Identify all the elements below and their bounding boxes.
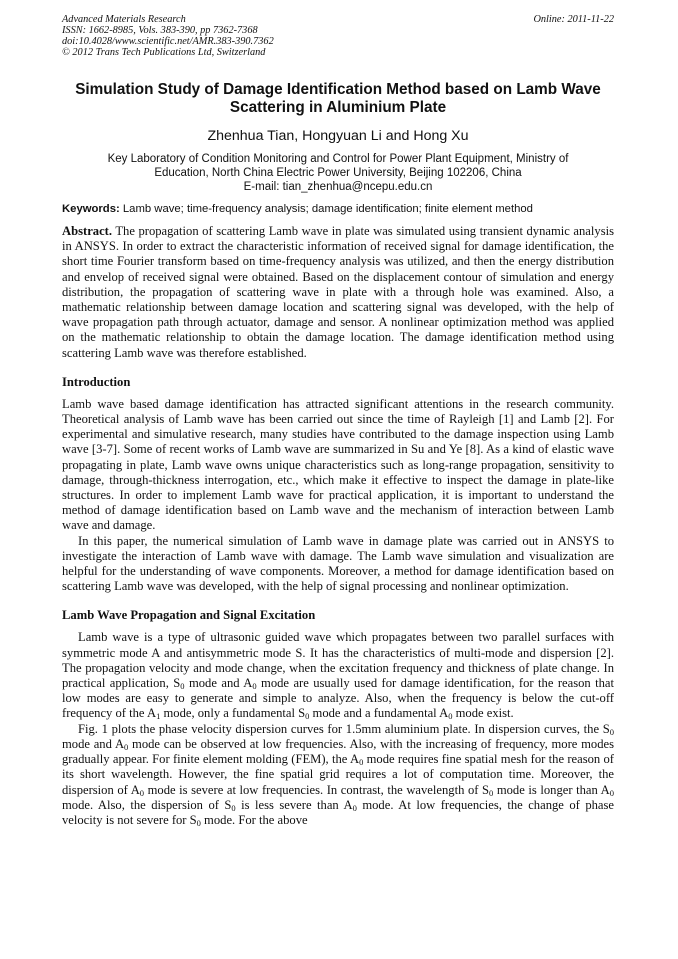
copyright-line: © 2012 Trans Tech Publications Ltd, Switzerland [62, 47, 266, 58]
lamb-paragraph-1 [62, 630, 614, 721]
authors: Zhenhua Tian, Hongyuan Li and Hong Xu [207, 128, 469, 144]
subscript: 0 [609, 787, 614, 798]
title-line-1: Simulation Study of Damage Identification Method based on Lamb Wave [75, 81, 601, 98]
subscript: 0 [305, 711, 310, 722]
text-run: mode exist. [452, 706, 514, 721]
abstract-text: The propagation of scattering Lamb wave in plate was simulated using transient dynamic analysis in ANSYS. In order to extract the characteristic information of received signal for damage identification, the short time Fourier transform based on time-frequency analysis was utilized, and then the energy distribution and envelop of received signal were obtained. Based on the displacement contour of simulation and energy distribution, the propagation of scattering wave in plate with a through hole was examined. Also, a mathematic relationship between damage location and scattering signal was developed, with the help of wave propagation path through actuator, damage and sensor. A nonlinear optimization method was applied on the mathematic relationship to obtain the damage location. The damage identification method using scattering Lamb wave was therefore established. [62, 224, 614, 360]
subscript: 0 [489, 787, 494, 798]
lamb-paragraph-2 [62, 722, 614, 828]
text-run: mode requires fine spatial mesh for the reason of its short wavelength. However, the fine spatial grid requires a lot of computation time. Moreover, the dispersion of A [62, 752, 615, 797]
keywords-label: Keywords: [62, 203, 120, 215]
subscript: 0 [124, 741, 129, 752]
text-run: mode and a fundamental A [309, 706, 449, 721]
online-date: Online: 2011-11-22 [533, 14, 614, 25]
text-run: is less severe than A [235, 797, 353, 812]
subscript: 0 [359, 757, 364, 768]
subscript: 0 [448, 711, 453, 722]
affiliation [62, 152, 614, 194]
subscript: 0 [609, 726, 614, 737]
affiliation-line-1: Key Laboratory of Condition Monitoring and Control for Power Plant Equipment, Ministry of [107, 153, 569, 165]
introduction-heading: Introduction [62, 374, 131, 389]
subscript: 1 [156, 711, 161, 722]
text-run: mode and A [62, 736, 125, 751]
abstract-label: Abstract. [62, 224, 113, 238]
lamb-wave-heading: Lamb Wave Propagation and Signal Excitation [62, 608, 316, 623]
affiliation-line-2: Education, North China Electric Power University, Beijing 102206, China [154, 167, 522, 179]
text-run: mode, only a fundamental S [160, 706, 306, 721]
text-run: mode are usually used for damage identification, for the reason that low modes are easy to generate and simple to analyze. Also, when the frequency is below the cut-off frequency of the A [62, 676, 614, 721]
keywords [62, 202, 614, 216]
keywords-text: Lamb wave; time-frequency analysis; damage identification; finite element method [119, 203, 533, 215]
text-run: Lamb wave is a type of ultrasonic guided wave which propagates between two parallel surfaces with symmetric mode A and antisymmetric mode S. It has the characteristics of multi-mode and dispersion [2]. The propagation velocity and mode change, when the excitation frequency and thickness of plate change. In practical application, S [62, 630, 614, 691]
subscript: 0 [252, 681, 257, 692]
abstract [62, 224, 614, 361]
journal-header [62, 14, 614, 60]
doi-line: doi:10.4028/www.scientific.net/AMR.383-390.7362 [62, 36, 274, 47]
paper-title [62, 81, 614, 117]
subscript: 0 [139, 787, 145, 798]
paper-page [62, 14, 614, 828]
email: E-mail: tian_zhenhua@ncepu.edu.cn [243, 181, 433, 193]
text-run: mode is longer than A [493, 782, 610, 797]
subscript: 0 [352, 802, 357, 813]
issn-line: ISSN: 1662-8985, Vols. 383-390, pp 7362-7368 [62, 25, 258, 36]
journal-name: Advanced Materials Research [62, 14, 186, 25]
text-run: mode. Also, the dispersion of S [62, 797, 232, 812]
subscript: 0 [180, 681, 185, 692]
subscript: 0 [196, 817, 201, 828]
subscript: 0 [231, 802, 236, 813]
text-run: mode is severe at low frequencies. In contrast, the wavelength of S [144, 782, 490, 797]
text-run: Fig. 1 plots the phase velocity dispersion curves for 1.5mm aluminium plate. In dispersion curves, the S [78, 721, 610, 736]
text-run: mode and A [184, 676, 253, 691]
text-run: mode. For the above [200, 812, 308, 827]
text-run: mode can be observed at low frequencies. Also, with the increasing of frequency, more modes gradually appear. For finite element molding (FEM), the A [62, 736, 615, 767]
intro-paragraph-1: Lamb wave based damage identification has attracted significant attentions in the research community. Theoretical analysis of Lamb wave has been carried out since the time of Rayleigh [1] and Lamb [2]. For experimental and simulative research, many studies have contributed to the damage inspection using Lamb wave [3-7]. Some of recent works of Lamb wave are summarized in Su and Ye [8]. As a kind of elastic wave propagating in plate, Lamb wave owns unique characteristics such as long-range propagation, sensitivity to damage, through-thickness interrogation, etc., which make it effective to inspect the damage in plate-like structures. In order to implement Lamb wave for practical application, it is important to understand the method of damage identification based on Lamb wave and the mechanism of interaction between Lamb wave and damage. [62, 396, 614, 533]
intro-paragraph-2: In this paper, the numerical simulation of Lamb wave in damage plate was carried out in ANSYS to investigate the interaction of Lamb wave with damage. The Lamb wave simulation and visualization are helpful for the understanding of wave components. Moreover, a method for damage identification based on scattering Lamb wave was developed, with the help of signal processing and nonlinear optimization. [62, 533, 614, 594]
text-run: mode. At low frequencies, the change of phase velocity is not severe for S [62, 797, 614, 827]
title-line-2: Scattering in Aluminium Plate [229, 99, 447, 116]
